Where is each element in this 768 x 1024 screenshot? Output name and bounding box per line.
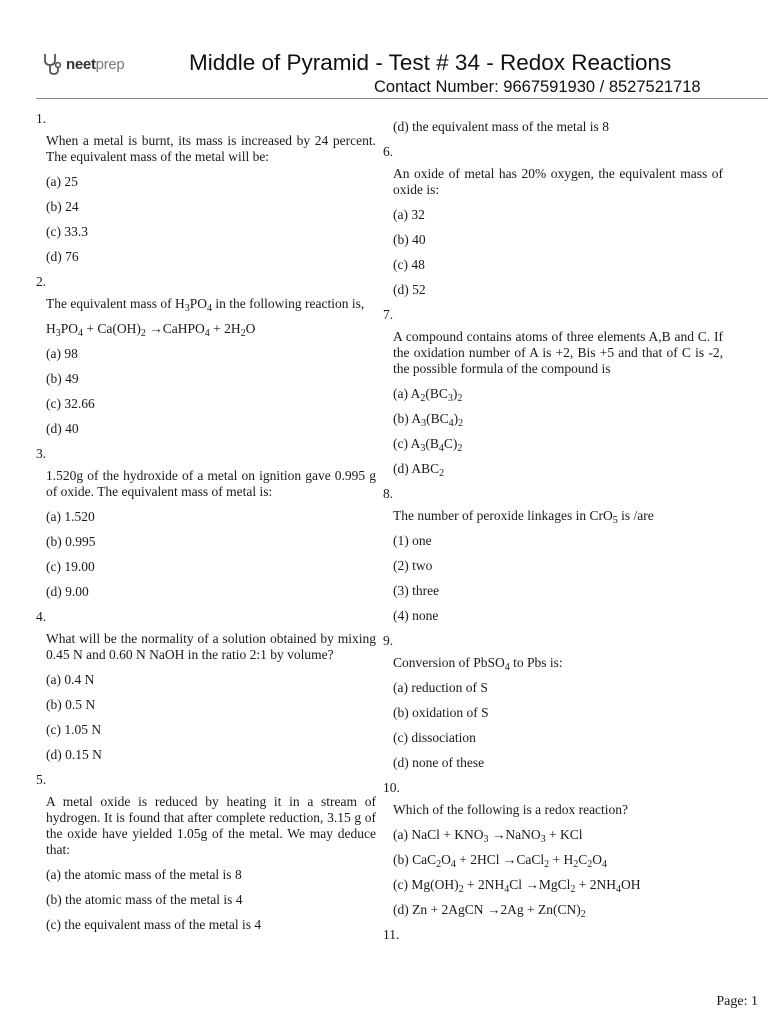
option-d: (d) Zn + 2AgCN $\to 2Ag + Zn(CN)_2$ <box>393 902 586 920</box>
page-title: Middle of Pyramid - Test # 34 - Redox Reactions <box>189 50 672 75</box>
question-number: 7. <box>383 307 394 322</box>
page-number: Page: 1 <box>716 994 758 1009</box>
question-stem: A compound contains atoms of three elements A,B and C. If the oxidation number of A is +2, Bis +5 and that of C is -2, the possible formula of the compound is <box>393 329 723 376</box>
option-3: (3) three <box>393 583 440 598</box>
option-a: (a) 98 <box>46 346 78 361</box>
question-10 <box>383 779 723 918</box>
question-4 <box>36 608 376 763</box>
question-number: 2. <box>36 274 47 289</box>
option-a: (a) 1.520 <box>46 509 95 524</box>
question-stem: What will be the normality of a solution obtained by mixing 0.45 N and 0.60 N NaOH in the ratio 2:1 by volume? <box>46 631 376 662</box>
option-1: (1) one <box>393 533 432 548</box>
question-number: 9. <box>383 633 394 648</box>
option-b: (b) $A_3(BC_4)_2$ <box>393 411 464 429</box>
stethoscope-icon <box>42 52 64 76</box>
option-a: (a) NaCl + $KNO_3$ →NaNO$_3$ + KCl <box>393 827 583 845</box>
question-8 <box>383 485 723 624</box>
contact-number: Contact Number: 9667591930 / 8527521718 <box>374 78 701 96</box>
option-a: (a) the atomic mass of the metal is 8 <box>46 867 242 882</box>
option-a: (a) 32 <box>393 207 425 222</box>
option-b: (b) oxidation of S <box>393 705 489 720</box>
option-b: (b) $CaC_2O_4 + 2HCl$ →CaCl$_2$ + $H_2C_2O_4$ <box>393 852 608 870</box>
left-column <box>36 110 376 941</box>
question-number: 3. <box>36 446 47 461</box>
option-b: (b) 40 <box>393 232 426 247</box>
option-2: (2) two <box>393 558 433 573</box>
option-a: (a) 25 <box>46 174 78 189</box>
logo-wordmark: neetprep <box>66 55 125 73</box>
question-stem: An oxide of metal has 20% oxygen, the equivalent mass of oxide is: <box>393 166 723 197</box>
option-c: (c) the equivalent mass of the metal is 4 <box>46 917 262 932</box>
question-1 <box>36 110 376 265</box>
question-number: 11. <box>383 927 400 942</box>
option-b: (b) 0.5 N <box>46 697 96 712</box>
option-d: (d) 76 <box>46 249 79 264</box>
question-stem: Which of the following is a redox reaction? <box>393 802 629 817</box>
option-c: (c) 19.00 <box>46 559 95 574</box>
question-stem: 1.520g of the hydroxide of a metal on ignition gave 0.995 g of oxide. The equivalent mass of metal is: <box>46 468 376 499</box>
option-c: (c) 48 <box>393 257 425 272</box>
question-stem: When a metal is burnt, its mass is increased by 24 percent. The equivalent mass of the metal will be: <box>46 133 376 164</box>
option-c: (c) 32.66 <box>46 396 95 411</box>
option-4: (4) none <box>393 608 439 623</box>
neetprep-logo <box>42 52 124 76</box>
option-a: (a) $A_2(BC_3)_2$ <box>393 386 463 404</box>
option-d: (d) 9.00 <box>46 584 89 599</box>
question-7 <box>383 306 723 477</box>
question-5 <box>36 771 376 933</box>
option-c: (c) $A_3(B_4C)_2$ <box>393 436 463 454</box>
right-column <box>383 118 723 949</box>
option-b: (b) the atomic mass of the metal is 4 <box>46 892 243 907</box>
option-c: (c) 33.3 <box>46 224 88 239</box>
option-d: (d) none of these <box>393 755 485 770</box>
option-c: (c) dissociation <box>393 730 476 745</box>
question-stem: The number of peroxide linkages in CrO$_5$ is /are <box>393 508 654 526</box>
question-stem: A metal oxide is reduced by heating it in a stream of hydrogen. It is found that after complete reduction, 3.15 g of the oxide have yielded 1.05g of the metal. We may deduce that: <box>46 794 376 857</box>
question-6 <box>383 143 723 298</box>
question-11 <box>383 926 723 943</box>
question-stem: Conversion of PbSO$_4$ to Pbs is: <box>393 655 563 673</box>
option-b: (b) 0.995 <box>46 534 96 549</box>
option-b: (b) 49 <box>46 371 79 386</box>
option-d: (d) 0.15 N <box>46 747 102 762</box>
option-d: (d) $ABC_2$ <box>393 461 445 479</box>
question-5-option-d: (d) the equivalent mass of the metal is 8 <box>393 119 609 134</box>
question-number: 4. <box>36 609 47 624</box>
option-c: (c) $Mg(OH)_2 + 2NH_4Cl$ →MgCl$_2$ + $2NH_4OH$ <box>393 877 641 895</box>
option-c: (c) 1.05 N <box>46 722 102 737</box>
header-divider <box>36 98 768 99</box>
page-header <box>0 0 768 100</box>
question-9 <box>383 632 723 771</box>
option-a: (a) reduction of S <box>393 680 488 695</box>
question-number: 10. <box>383 780 400 795</box>
question-number: 8. <box>383 486 394 501</box>
question-2 <box>36 273 376 437</box>
question-number: 1. <box>36 111 47 126</box>
option-d: (d) 52 <box>393 282 426 297</box>
question-stem: The equivalent mass of $H_3PO_4$ in the following reaction is, <box>46 296 365 314</box>
question-number: 6. <box>383 144 394 159</box>
option-a: (a) 0.4 N <box>46 672 95 687</box>
question-number: 5. <box>36 772 47 787</box>
option-d: (d) 40 <box>46 421 79 436</box>
reaction-equation: $H_3PO_4 + Ca(OH)_2$ →CaHPO$_4$ + $2H_2O$ <box>46 321 256 339</box>
question-3 <box>36 445 376 600</box>
option-b: (b) 24 <box>46 199 79 214</box>
